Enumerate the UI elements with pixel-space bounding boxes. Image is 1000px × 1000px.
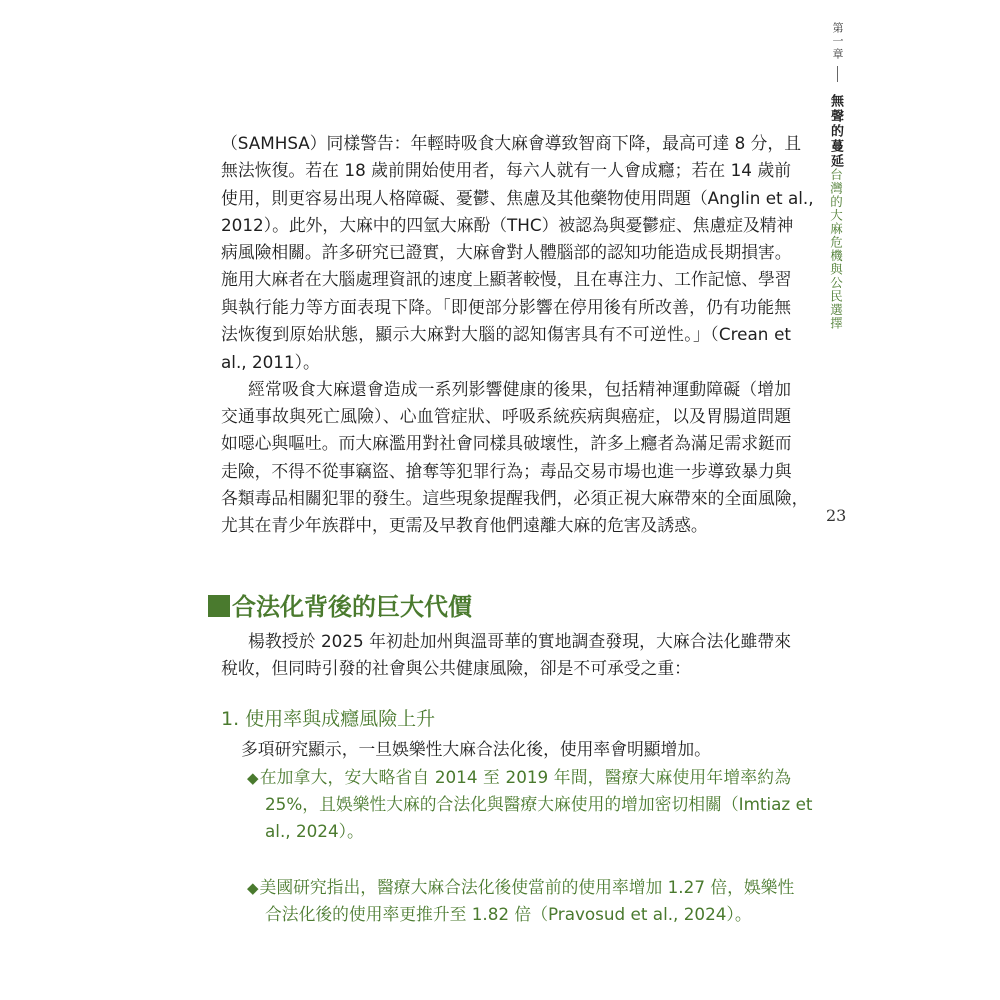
paragraph-line: 無法恢復。若在 18 歲前開始使用者，每六人就有一人會成癮；若在 14 歲前 bbox=[221, 160, 791, 180]
paragraph-line: 與執行能力等方面表現下降。「即便部分影響在停用後有所改善，仍有功能無 bbox=[221, 297, 791, 317]
section-intro-line: 楊教授於 2025 年初赴加州與溫哥華的實地調查發現，大麻合法化雖帶來 bbox=[248, 631, 791, 651]
section-heading bbox=[208, 591, 472, 623]
paragraph-line: al., 2011）。 bbox=[221, 352, 320, 372]
book-subtitle: 台灣的大麻危機與公民選擇 bbox=[828, 168, 844, 330]
paragraph-line: 經常吸食大麻還會造成一系列影響健康的後果，包括精神運動障礙（增加 bbox=[248, 379, 791, 399]
paragraph-line: 2012）。此外，大麻中的四氫大麻酚（THC）被認為與憂鬱症、焦慮症及精神 bbox=[221, 215, 794, 235]
paragraph-line: 交通事故與死亡風險）、心血管症狀、呼吸系統疾病與癌症，以及胃腸道問題 bbox=[221, 406, 791, 426]
paragraph-line: 法恢復到原始狀態，顯示大麻對大腦的認知傷害具有不可逆性。」（Crean et bbox=[221, 324, 791, 344]
subsection-heading: 1. 使用率與成癮風險上升 bbox=[221, 708, 436, 730]
paragraph-line: 施用大麻者在大腦處理資訊的速度上顯著較慢，且在專注力、工作記憶、學習 bbox=[221, 269, 792, 289]
bullet-line: 25%，且娛樂性大麻的合法化與醫療大麻使用的增加密切相關（Imtiaz et bbox=[265, 794, 813, 814]
paragraph-line: （SAMHSA）同樣警告：年輕時吸食大麻會導致智商下降，最高可達 8 分，且 bbox=[221, 133, 801, 153]
diamond-bullet-icon: ◆ bbox=[247, 879, 259, 897]
bullet-line: 合法化後的使用率更推升至 1.82 倍（Pravosud et al., 2024）。 bbox=[265, 904, 752, 924]
paragraph-line: 各類毒品相關犯罪的發生。這些現象提醒我們，必須正視大麻帶來的全面風險， bbox=[221, 488, 809, 508]
chapter-label: 第一章 bbox=[831, 22, 844, 61]
bullet-item bbox=[247, 765, 791, 790]
bullet-text: 美國研究指出，醫療大麻合法化後使當前的使用率增加 1.27 倍，娛樂性 bbox=[259, 877, 795, 897]
paragraph-line: 尤其在青少年族群中，更需及早教育他們遠離大麻的危害及誘惑。 bbox=[221, 515, 708, 535]
bullet-line: al., 2024）。 bbox=[265, 821, 364, 841]
section-intro-line: 稅收，但同時引發的社會與公共健康風險，卻是不可承受之重： bbox=[221, 658, 691, 678]
chapter-divider bbox=[837, 66, 838, 82]
paragraph-line: 走險，不得不從事竊盜、搶奪等犯罪行為；毒品交易市場也進一步導致暴力與 bbox=[221, 461, 792, 481]
diamond-bullet-icon: ◆ bbox=[247, 769, 259, 787]
paragraph-line: 如噁心與嘔吐。而大麻濫用對社會同樣具破壞性，許多上癮者為滿足需求鋌而 bbox=[221, 433, 792, 453]
bullet-text: 在加拿大，安大略省自 2014 至 2019 年間，醫療大麻使用年增率約為 bbox=[259, 767, 791, 787]
bullet-item bbox=[247, 875, 795, 900]
section-heading-text: 合法化背後的巨大代價 bbox=[232, 592, 472, 621]
paragraph-line: 病風險相關。許多研究已證實，大麻會對人體腦部的認知功能造成長期損害。 bbox=[221, 242, 792, 262]
subsection-intro: 多項研究顯示，一旦娛樂性大麻合法化後，使用率會明顯增加。 bbox=[241, 739, 711, 759]
book-title: 無聲的蔓延 bbox=[828, 94, 843, 169]
paragraph-line: 使用，則更容易出現人格障礙、憂鬱、焦慮及其他藥物使用問題（Anglin et al., bbox=[221, 188, 814, 208]
page-number: 23 bbox=[826, 506, 847, 525]
square-bullet-icon bbox=[208, 595, 230, 617]
